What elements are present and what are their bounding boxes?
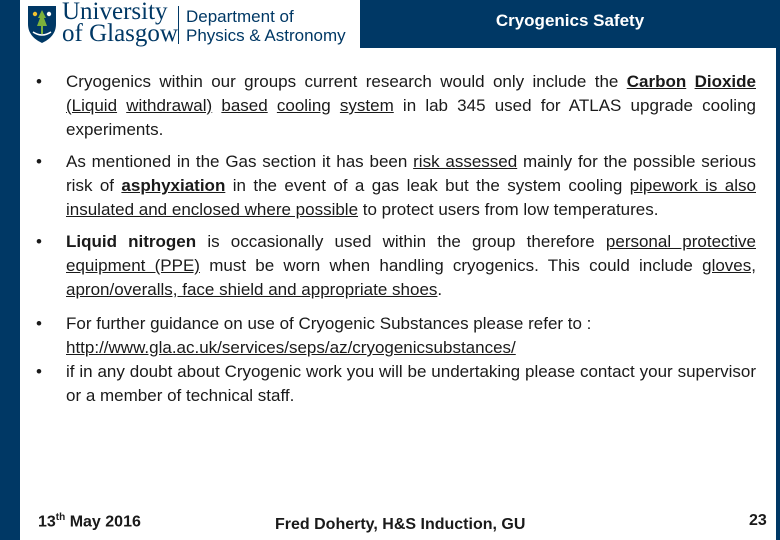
bullet-text: in the event of a gas leak but the system cooling [225,176,630,195]
bullet-item-gas-section [34,150,756,222]
bullet-item-contact-supervisor [34,360,756,408]
university-logo [22,0,360,48]
bullet-text: As mentioned in the Gas section it has been [66,152,414,171]
highlight-risk-assessed: risk assessed [413,152,518,171]
logo-divider [178,6,179,44]
department-name-line2: Physics & Astronomy [186,26,346,45]
bullet-text: if in any doubt about Cryogenic work you will be undertaking please contact your supervisor or a member of technical staff. [66,362,756,405]
university-crest-icon [26,4,58,44]
highlight-based: based [221,96,268,115]
highlight-dioxide: Dioxide [694,72,756,91]
highlight-carbon: Carbon [626,72,687,91]
bullet-item-carbon-dioxide [34,70,756,142]
bullet-text: must be worn when handling cryogenics. This could include [199,256,703,275]
bullet-list [34,70,756,408]
highlight-ppe-items: gloves, apron/overalls, face shield and appropriate shoes [66,256,756,299]
footer-date [38,512,141,531]
university-name-line2: of Glasgow [62,20,178,47]
bullet-text: For further guidance on use of Cryogenic Substances please refer to : [66,314,592,333]
footer-date-day: 13 [38,513,56,531]
highlight-asphyxiation: asphyxiation [121,176,226,195]
bullet-item-liquid-nitrogen [34,230,756,302]
highlight-pipework: pipework is also insulated and enclosed where possible [66,176,756,219]
bullet-text: in lab 345 used for ATLAS upgrade cooling experiments. [66,96,756,139]
highlight-ppe: personal protective equipment (PPE) [66,232,756,275]
left-accent-bar [0,0,20,540]
bullet-item-further-guidance [34,312,756,360]
footer-date-rest: May 2016 [65,513,141,531]
bullet-text: mainly for the possible serious risk of [66,152,757,195]
bullet-text: . [437,280,443,299]
footer-presenter: Fred Doherty, H&S Induction, GU [275,516,526,533]
university-name-line1: University [62,0,168,25]
university-name [62,1,178,45]
highlight-liquid: (Liquid [66,96,118,115]
bullet-text: Cryogenics within our groups current research would only include the [66,72,627,91]
cryogenic-substances-link[interactable]: http://www.gla.ac.uk/services/seps/az/cryogenicsubstances/ [66,338,516,357]
highlight-system: system [339,96,394,115]
footer-date-suffix: th [55,512,66,523]
highlight-cooling: cooling [276,96,331,115]
slide-title: Cryogenics Safety [495,11,645,30]
highlight-liquid-nitrogen: Liquid nitrogen [66,232,197,251]
department-name-line1: Department of [186,7,294,26]
department-name [186,7,346,45]
bullet-text: is occasionally used within the group therefore [196,232,606,251]
page-number: 23 [749,512,767,529]
highlight-withdrawal: withdrawal) [126,96,213,115]
bullet-text: to protect users from low temperatures. [358,200,659,219]
right-accent-bar [776,0,780,540]
